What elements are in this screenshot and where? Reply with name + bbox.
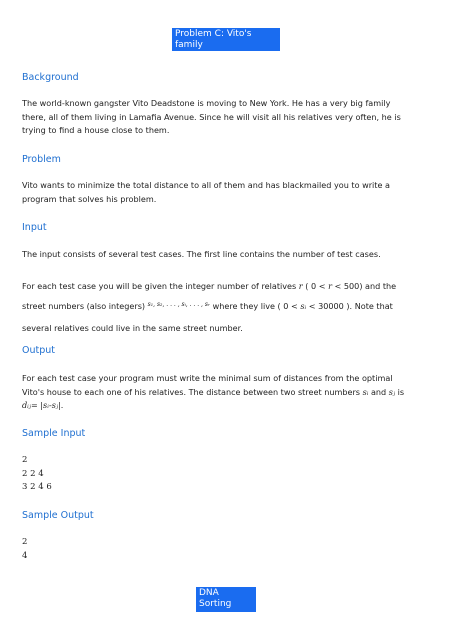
- sample-input-line: 2 2 4: [22, 468, 44, 479]
- problem-line: Vito wants to minimize the total distance to all of them and has blackmailed you to write a: [22, 180, 390, 190]
- text-run: < 30000 ). Note that: [306, 301, 393, 311]
- problem-title: [172, 28, 280, 51]
- text-run: ( 0 <: [302, 281, 329, 291]
- math-r: r: [298, 281, 303, 291]
- input-paragraph-1: [22, 248, 432, 262]
- text-run: |.: [58, 400, 64, 410]
- input-line-relatives: [22, 276, 432, 296]
- math-sj: sⱼ: [388, 386, 396, 397]
- input-heading: Input: [22, 222, 47, 233]
- output-heading: Output: [22, 345, 55, 356]
- math-si: sᵢ: [362, 386, 369, 397]
- background-line: trying to find a house close to them.: [22, 125, 170, 135]
- output-line-formula: [22, 399, 432, 413]
- math-si: sᵢ: [300, 301, 307, 311]
- next-problem-line1: DNA: [199, 588, 219, 598]
- next-problem-line2: Sorting: [199, 599, 232, 609]
- background-paragraph: [22, 97, 432, 138]
- background-line: there, all of them living in Lamafia Avenue. Since he will visit all his relatives very often, he is: [22, 111, 401, 122]
- input-line: several relatives could live in the same street number.: [22, 323, 243, 333]
- text-run: street numbers (also integers): [22, 301, 148, 311]
- text-run: = |: [30, 400, 44, 410]
- sample-output-line: 2: [22, 537, 28, 547]
- math-r: r: [328, 281, 332, 291]
- sample-input-heading: Sample Input: [22, 428, 86, 439]
- sample-output-block: [22, 536, 27, 563]
- input-paragraph-2: [22, 276, 432, 338]
- problem-title-line1: Problem C: Vito's: [175, 29, 252, 39]
- background-heading: Background: [22, 72, 79, 83]
- input-line-streets: [22, 296, 432, 318]
- math-sj: sⱼ: [51, 400, 59, 410]
- next-problem-link[interactable]: [196, 587, 256, 612]
- text-run: -: [48, 400, 52, 410]
- text-run: where they live ( 0 <: [210, 301, 301, 311]
- output-line-distance: [22, 386, 432, 400]
- math-sequence: s₁, s₂, . . . , sᵢ, . . . , sᵣ: [147, 301, 211, 308]
- text-run: and: [368, 386, 389, 397]
- text-run: Vito's house to each one of his relatives. The distance between two street numbers: [22, 386, 363, 397]
- math-dij: dᵢⱼ: [22, 400, 31, 410]
- sample-output-heading: Sample Output: [22, 510, 94, 521]
- math-si: sᵢ: [43, 400, 49, 410]
- sample-input-line: 3 2 4 6: [22, 482, 52, 492]
- text-run: is: [395, 386, 405, 397]
- problem-heading: Problem: [22, 154, 61, 165]
- input-line: The input consists of several test cases. The first line contains the number of test cases.: [22, 249, 381, 259]
- background-line: The world-known gangster Vito Deadstone is moving to New York. He has a very big family: [22, 98, 391, 108]
- text-run: For each test case you will be given the integer number of relatives: [22, 281, 299, 291]
- text-run: < 500) and the: [331, 281, 397, 291]
- sample-input-line: 2: [22, 455, 28, 465]
- sample-input-block: [22, 454, 52, 495]
- problem-line: program that solves his problem.: [22, 193, 157, 204]
- sample-output-line: 4: [22, 550, 28, 561]
- problem-title-line2: family: [175, 40, 203, 50]
- output-line: For each test case your program must write the minimal sum of distances from the optimal: [22, 373, 393, 383]
- output-paragraph: [22, 372, 432, 413]
- problem-paragraph: [22, 179, 432, 206]
